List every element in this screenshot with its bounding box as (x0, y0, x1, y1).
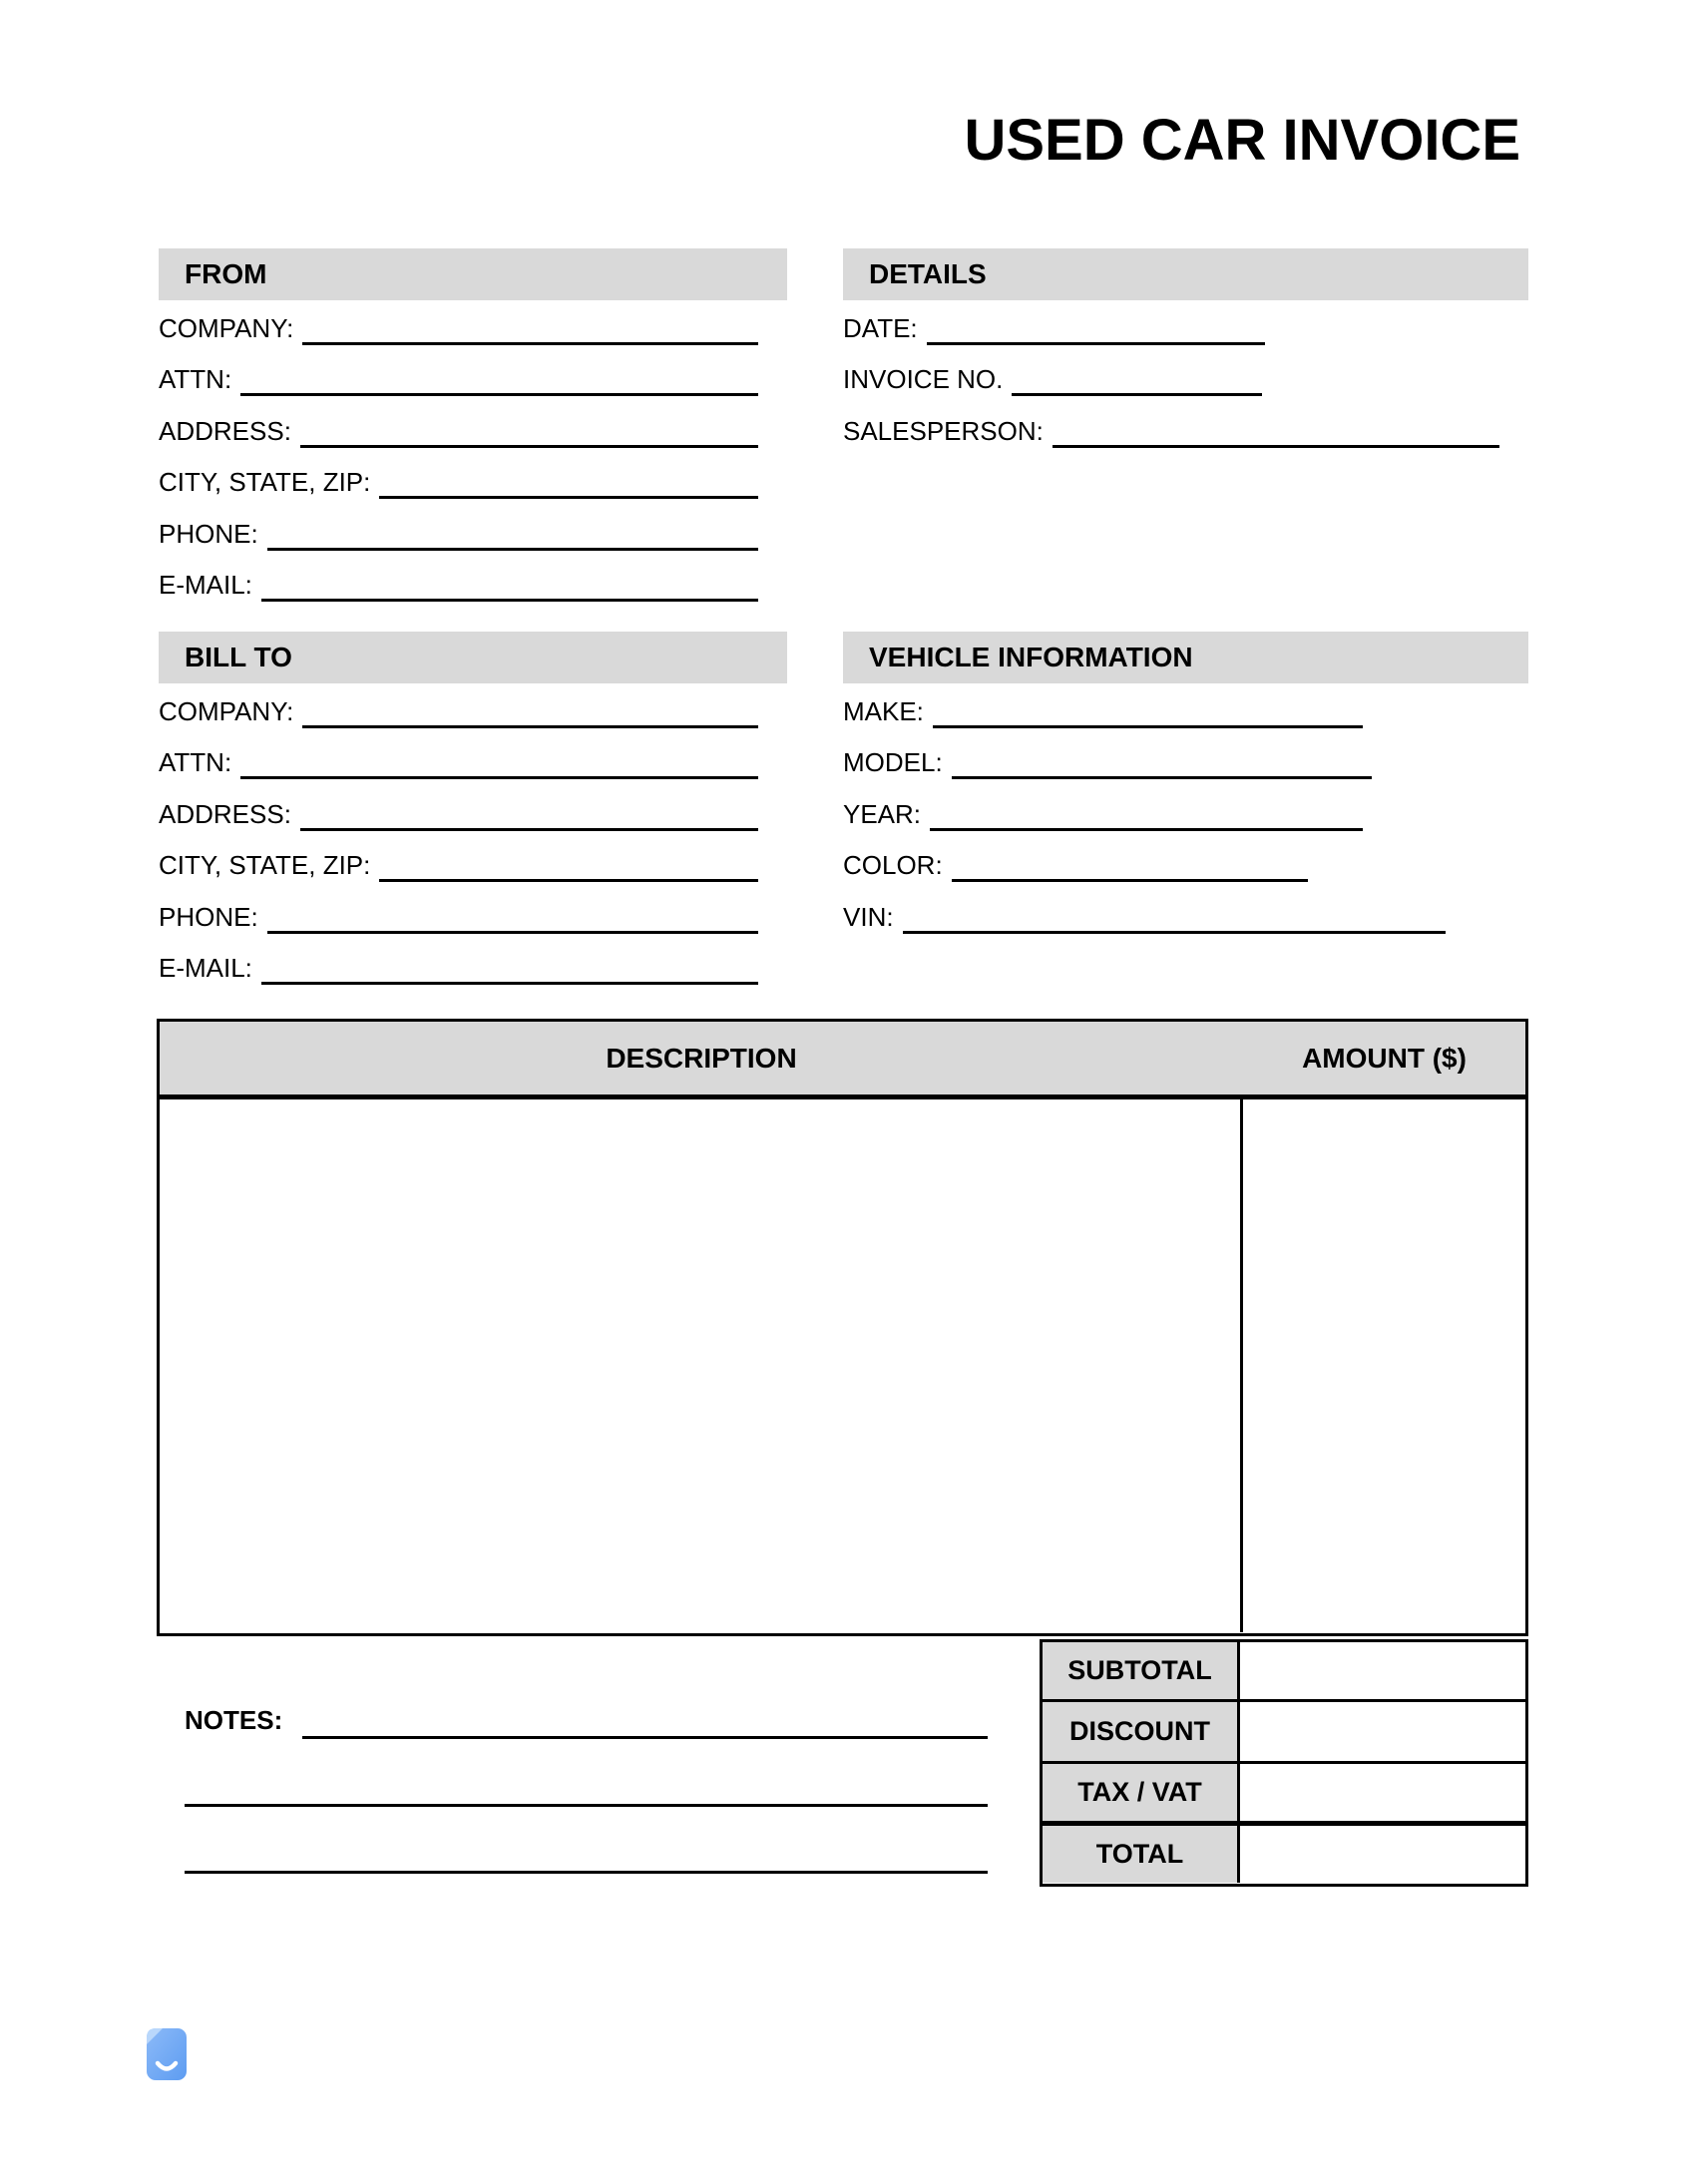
field-label: COMPANY: (159, 312, 294, 343)
section-bill-to-rows (159, 676, 787, 985)
amount-cell-empty (1240, 1099, 1525, 1632)
totals-row-discount (1043, 1702, 1525, 1764)
field-row-from-city-state-zip (159, 448, 787, 500)
field-label: MODEL: (843, 747, 943, 777)
section-details (843, 248, 1528, 448)
field-blank-line (302, 342, 758, 345)
field-row-model (843, 728, 1528, 780)
column-header-description: DESCRIPTION (606, 1043, 797, 1074)
field-label: PHONE: (159, 518, 258, 549)
field-label: ATTN: (159, 747, 232, 777)
totals-label: TOTAL (1043, 1826, 1240, 1883)
field-label: YEAR: (843, 798, 922, 829)
tax-vat-value (1240, 1764, 1525, 1821)
description-cell-empty (160, 1099, 1240, 1632)
table-header-row (160, 1022, 1525, 1099)
section-vehicle-information (843, 632, 1528, 934)
field-row-invoice-no (843, 345, 1528, 397)
section-details-rows (843, 293, 1528, 448)
subtotal-value (1240, 1642, 1525, 1699)
invoice-maker-logo-icon (147, 2028, 187, 2080)
field-row-year (843, 779, 1528, 831)
page-title: USED CAR INVOICE (964, 108, 1520, 173)
section-from-header: FROM (159, 248, 787, 300)
field-label: ADDRESS: (159, 798, 291, 829)
field-row-billto-city-state-zip (159, 831, 787, 883)
field-blank-line (240, 393, 758, 396)
field-label: SALESPERSON: (843, 415, 1044, 446)
field-blank-line (267, 548, 758, 551)
field-blank-line (261, 982, 758, 985)
total-value (1240, 1826, 1525, 1883)
field-row-vin (843, 882, 1528, 934)
field-row-from-company (159, 293, 787, 345)
field-blank-line (261, 599, 758, 602)
field-blank-line (1053, 445, 1499, 448)
table-body (160, 1099, 1525, 1632)
field-row-billto-email (159, 934, 787, 986)
totals-label: TAX / VAT (1043, 1764, 1240, 1821)
totals-box (1040, 1639, 1528, 1887)
field-row-from-email (159, 551, 787, 603)
field-blank-line (952, 776, 1372, 779)
field-row-salesperson (843, 396, 1528, 448)
field-label: CITY, STATE, ZIP: (159, 850, 371, 880)
line-items-table (157, 1019, 1528, 1636)
section-from-rows (159, 293, 787, 602)
section-bill-to (159, 632, 787, 985)
field-blank-line (379, 496, 758, 499)
discount-value (1240, 1702, 1525, 1761)
field-blank-line (240, 776, 758, 779)
field-blank-line (930, 828, 1363, 831)
field-row-make (843, 676, 1528, 728)
field-row-billto-company (159, 676, 787, 728)
section-bill-to-header: BILL TO (159, 632, 787, 683)
field-row-billto-attn (159, 728, 787, 780)
field-blank-line (379, 879, 758, 882)
notes-blank-line (185, 1804, 988, 1807)
column-header-amount: AMOUNT ($) (1302, 1043, 1467, 1074)
field-blank-line (300, 828, 758, 831)
field-row-color (843, 831, 1528, 883)
field-label: CITY, STATE, ZIP: (159, 467, 371, 497)
field-blank-line (1012, 393, 1262, 396)
field-label: E-MAIL: (159, 953, 252, 983)
field-row-from-address (159, 396, 787, 448)
field-blank-line (302, 725, 758, 728)
field-row-billto-address (159, 779, 787, 831)
field-label: E-MAIL: (159, 570, 252, 600)
section-vehicle-header: VEHICLE INFORMATION (843, 632, 1528, 683)
totals-row-subtotal (1043, 1642, 1525, 1702)
field-label: ADDRESS: (159, 415, 291, 446)
field-blank-line (267, 931, 758, 934)
field-blank-line (927, 342, 1265, 345)
field-blank-line (933, 725, 1363, 728)
field-blank-line (903, 931, 1446, 934)
field-label: PHONE: (159, 901, 258, 932)
totals-row-total (1043, 1826, 1525, 1883)
field-label: DATE: (843, 312, 918, 343)
field-row-date (843, 293, 1528, 345)
field-blank-line (952, 879, 1308, 882)
field-row-billto-phone (159, 882, 787, 934)
field-label: COMPANY: (159, 695, 294, 726)
section-from (159, 248, 787, 602)
field-blank-line (300, 445, 758, 448)
totals-label: DISCOUNT (1043, 1702, 1240, 1761)
field-label: VIN: (843, 901, 894, 932)
field-label: ATTN: (159, 364, 232, 394)
field-row-from-attn (159, 345, 787, 397)
notes-label: NOTES: (185, 1705, 283, 1735)
section-vehicle-rows (843, 676, 1528, 934)
field-label: INVOICE NO. (843, 364, 1004, 394)
totals-label: SUBTOTAL (1043, 1642, 1240, 1699)
section-details-header: DETAILS (843, 248, 1528, 300)
totals-row-tax-vat (1043, 1764, 1525, 1826)
field-label: MAKE: (843, 695, 924, 726)
field-row-from-phone (159, 499, 787, 551)
field-label: COLOR: (843, 850, 943, 880)
notes-blank-line (302, 1736, 988, 1739)
notes-blank-line (185, 1871, 988, 1874)
